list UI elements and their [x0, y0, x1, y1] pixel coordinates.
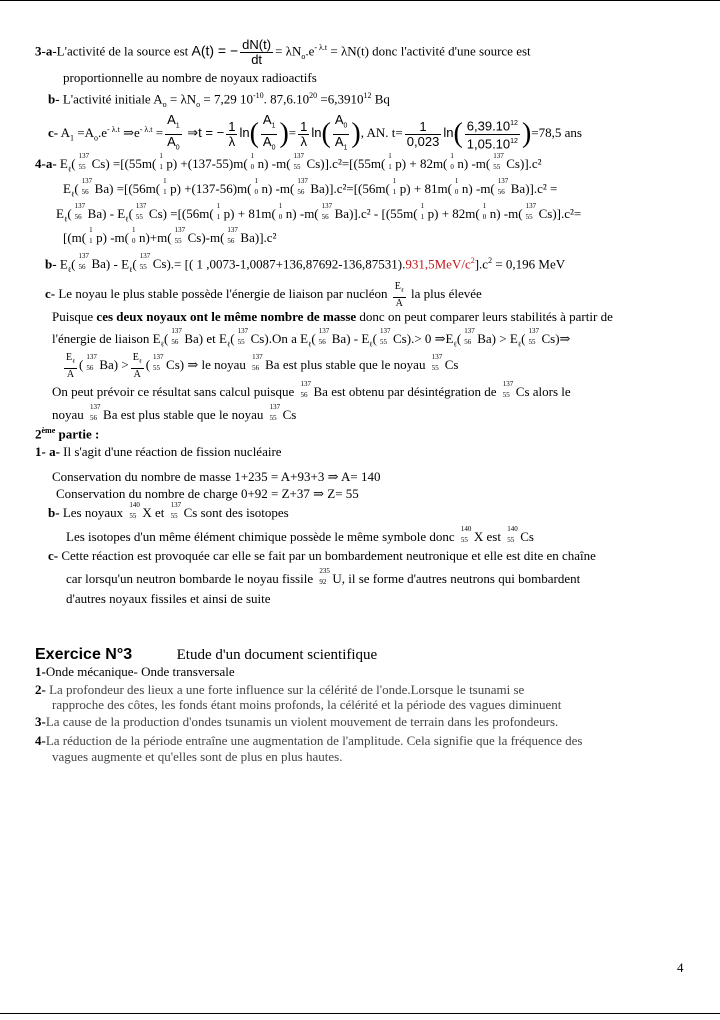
part2-q1c-line1: c- Cette réaction est provoquée car elle se fait par un bombardement neutronique et elle est dite en chaîne — [48, 548, 596, 563]
q4a-line1: 4-a- $E_\ell$( 137 55 Cs) =[(55m( 1 1 p) +(137-55)m( 1 0 n) -m( 137 55 Cs)].c²=[(55m( 1 1 p) + 82m( 1 0 n) -m( 137 55 Cs)].c² — [35, 152, 542, 174]
ex3-answer1: 1-Onde mécanique- Onde transversale — [35, 664, 235, 679]
part2-q1a: 1- a- Il s'agit d'une réaction de fission nucléaire — [35, 444, 282, 459]
exercise3-subtitle: Etude d'un document scientifique — [176, 647, 378, 663]
ex3-answer3: 3-La cause de la production d'ondes tsunamis un violent mouvement de terrain dans les profondeurs. — [35, 714, 559, 729]
q4a-line4: [(m( 1 1 p) -m( 1 0 n)+m( 137 55 Cs)-m( 137 56 Ba)].c² — [63, 226, 277, 245]
q3c-line: c- $A_1 =A_o.e^{- \lambda.t}$ $\Rightarrow e^{- \lambda.t}$ = $\frac{A_1}{A_0}$ ⇒t = − $\frac{1}{\lambda}$ ln( $\frac{A_1}{A_0}$ )= $\frac{1}{\lambda}$ ln( $\frac{A_0}{A_1}$ ), AN. t= $\frac{1}{0,023}$ ln( $\frac{6,39.10^{12}}{1,05.10^{12}}$ )=78,5 ans — [48, 112, 582, 152]
ex3-answer2-line1: 2- La profondeur des lieux a une forte influence sur la célérité de l'onde.Lorsque le tsunami se — [35, 682, 525, 697]
top-rule — [0, 0, 720, 1]
conversion-factor: 931,5MeV/c — [405, 256, 471, 272]
part2-q1b: b- Les noyaux 140 55 X et 137 55 Cs sont des isotopes — [48, 501, 289, 520]
q4a-line3: $E_\ell$( 137 56 $Ba) - E_\ell$( 137 55 Cs) =[(56m( 1 1 p) + 81m( 1 0 n) -m( 137 56 Ba)].c² - [(55m( 1 1 p) + 82m( 1 0 n) -m( 137 55 Cs)].c²= — [56, 202, 582, 224]
q4c-para-line4: On peut prévoir ce résultat sans calcul puisque 137 56 Ba est obtenu par désintégration de 137 55 Cs alors le — [52, 380, 571, 399]
part2-q1c-line2: car lorsqu'un neutron bombarde le noyau fissile 235 92 U, il se forme d'autres neutrons qui bombardent — [66, 567, 581, 586]
q4c-para-line5: noyau 137 56 Ba est plus stable que le noyau 137 55 Cs — [52, 403, 297, 422]
q3a-label: 3-a- — [35, 43, 57, 59]
q3b-line: b- L'activité initiale $A_o = \lambda N_o = 7,29$ $10^{-10}$. $87,6.10^{20} =6,3910^{12}$ Bq — [48, 91, 390, 109]
q4c-para-line3: $\frac{E_\ell}{A}$ ( 137 56 Ba) > $\frac{E_\ell}{A}$ ( 137 55 Cs) ⇒ le noyau 137 56 Ba est plus stable que le noyau 137 55 Cs — [66, 352, 459, 380]
q3a-line2: proportionnelle au nombre de noyaux radioactifs — [63, 70, 317, 85]
exercise3-heading — [35, 645, 377, 665]
q4a-line2: $E_\ell$( 137 56 Ba) =[(56m( 1 1 p) +(137-56)m( 1 0 n) -m( 137 56 Ba)].c²=[(56m( 1 1 p) + 81m( 1 0 n) -m( 137 56 Ba)].c² = — [63, 177, 558, 199]
exercise3-title: Exercice N°3 — [35, 646, 133, 663]
page-number: 4 — [677, 960, 684, 975]
q3a-fraction: $\frac{dN(t)}{dt}$ — [242, 37, 272, 67]
nuclide-cs137: 137 55 Cs — [78, 152, 106, 171]
ex3-answer2-line2: rapproche des côtes, les fonds étant moins profonds, la célérité et la période des vagues diminuent — [52, 697, 562, 712]
conservation-charge: Conservation du nombre de charge 0+92 = Z+37 ⇒ Z= 55 — [56, 486, 359, 501]
part2-heading: 2ème partie : — [35, 426, 100, 442]
q4c-para-line1: Puisque ces deux noyaux ont le même nombre de masse donc on peut comparer leurs stabilités à partir de — [52, 309, 613, 324]
bottom-rule — [0, 1013, 720, 1014]
q4b-line: b- $E_\ell$( 137 56 $Ba) - E_\ell$( 137 55 Cs).= [( 1 $,0073-1,0087+136,87692-136,87531).931,5MeV/c^2].c^2 = 0,196$ MeV — [45, 252, 566, 274]
ex3-answer4-line2: vagues augmente et qu'elles sont de plus en plus hautes. — [52, 749, 343, 764]
part2-q1c-line3: d'autres noyaux fissiles et ainsi de suite — [66, 591, 271, 606]
ex3-answer4-line1: 4-La réduction de la période entraîne une augmentation de l'amplitude. Cela signifie que la fréquence des — [35, 733, 583, 748]
isotope-statement: Les isotopes d'un même élément chimique possède le même symbole donc 140 55 X est 140 55 Cs — [66, 525, 534, 544]
conservation-mass: Conservation du nombre de masse 1+235 = A+93+3 ⇒ A= 140 — [52, 469, 381, 484]
q4c-para-line2: l'énergie de liaison $E_\ell$( 137 56 Ba) et $E_\ell$( 137 55 Cs).On a $E_\ell$( 137 56 $Ba) - E_\ell$( 137 55 Cs).> 0 $\Rightarrow E_\ell$( 137 56 $Ba) > E_\ell$( 137 55 Cs)⇒ — [52, 327, 571, 349]
q4c-line1: c- Le noyau le plus stable possède l'énergie de liaison par nucléon $\frac{E_\ell}{A}$ la plus élevée — [45, 281, 482, 309]
q3a-line1: 3-a-L'activité de la source est A(t) = − $\frac{dN(t)}{dt}$ = $\lambda N_o.e^{- \lambda.t} = \lambda N(t)$ donc l'activité d'une source est — [35, 37, 531, 67]
